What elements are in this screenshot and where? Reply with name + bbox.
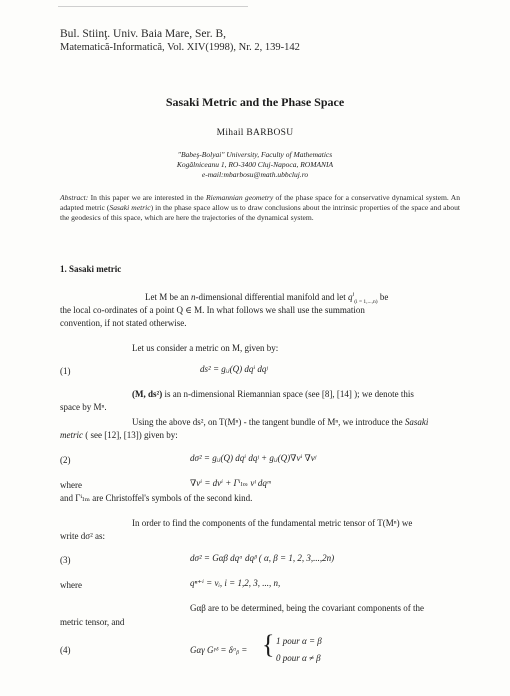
paragraph-1-line-3: convention, if not stated otherwise. (60, 318, 187, 328)
where-label-1: where (60, 480, 82, 490)
scan-top-line (58, 6, 248, 7)
where-label-2: where (60, 580, 82, 590)
paragraph-3-line-2: space by Mⁿ. (60, 402, 107, 412)
abstract-text-2: of the phase space for a conservative dynamical system. An adapted metric ( (60, 193, 460, 213)
paragraph-4-line-2: metric ( see [12], [13]) given by: (60, 430, 178, 440)
equation-3-label: (3) (60, 555, 71, 565)
journal-line-2: Matematică-Informatică, Vol. XIV(1998), Nr. 2, 139-142 (60, 42, 300, 53)
equation-4-lhs: Gαγ Gᵞᵟ = δᵅᵦ = (190, 645, 248, 655)
abstract-emphasis-1: Riemannian geometry (205, 193, 274, 202)
affiliation-line-2: Kogălniceanu 1, RO-3400 Cluj-Napoca, ROMANIA (176, 160, 334, 169)
paragraph-4-line-1: Using the above ds², on T(Mⁿ) - the tangent bundle of Mⁿ, we introduce the Sasaki (132, 417, 429, 427)
equation-2-label: (2) (60, 455, 71, 465)
paragraph-2: Let us consider a metric on M, given by: (132, 343, 279, 353)
equation-1: ds² = gᵢⱼ(Q) dqⁱ dqʲ (200, 364, 268, 374)
paragraph-6-line-1: Gαβ are to be determined, being the covariant components of the (190, 603, 424, 613)
equation-1-label: (1) (60, 366, 71, 376)
paragraph-5-line-2: write dσ² as: (60, 531, 106, 541)
journal-line-1: Bul. Stiinţ. Univ. Baia Mare, Ser. B, (60, 28, 226, 40)
cases-brace: { (262, 630, 275, 659)
affiliation-line-1: "Babeş-Bolyai" University, Faculty of Mathematics (177, 150, 333, 159)
equation-3: dσ² = Gαβ dqᵅ dqᵝ ( α, β = 1, 2, 3,...,2n) (190, 553, 335, 563)
paragraph-1-line-1: Let M be an n-dimensional differential manifold and let $q^i_{(i = 1,...,n)}$ be (145, 292, 389, 305)
nabla-definition: ∇vⁱ = dvⁱ + Γⁱₗₘ vˡ dqᵐ (190, 478, 271, 488)
equation-2: dσ² = gᵢⱼ(Q) dqⁱ dqʲ + gᵢⱼ(Q)∇vⁱ ∇vʲ (190, 453, 317, 463)
equation-4-case-1: 1 pour α = β (276, 636, 322, 646)
equation-4-case-2: 0 pour α ≠ β (276, 653, 321, 663)
velocity-coordinates: qⁿ⁺ⁱ = vᵢ, i = 1,2, 3, ..., n, (190, 578, 281, 588)
paragraph-5-line-1: In order to find the components of the fundamental metric tensor of T(Mⁿ) we (132, 518, 413, 528)
paper-title: Sasaki Metric and the Phase Space (165, 95, 345, 109)
section-heading: 1. Sasaki metric (60, 264, 122, 274)
abstract (60, 193, 460, 224)
christoffel-line: and Γⁱₗₘ are Christoffel's symbols of the second kind. (60, 493, 253, 503)
abstract-emphasis-2: Sasaki metric (109, 203, 151, 213)
paragraph-1-line-2: the local co-ordinates of a point Q ∈ M. In what follows we shall use the summation (60, 305, 365, 315)
abstract-label: Abstract: (60, 193, 89, 202)
abstract-text-1: In this paper we are interested in the (88, 193, 206, 202)
abstract-text-3: ) in the phase space allow us to draw conclusions about the intrinsic properties of the space and about the geodesics of this space, which are here the trajectories of the dynamical system. (60, 203, 460, 223)
paragraph-3-line-1: (M, ds²) is an n-dimensional Riemannian space (see [8], [14] ); we denote this (132, 389, 414, 399)
affiliation-email: e-mail:mbarbosu@math.ubbcluj.ro (201, 170, 309, 179)
paper-author: Mihail BARBOSU (216, 128, 294, 138)
equation-4-label: (4) (60, 645, 71, 655)
paragraph-6-line-2: metric tensor, and (60, 617, 125, 627)
